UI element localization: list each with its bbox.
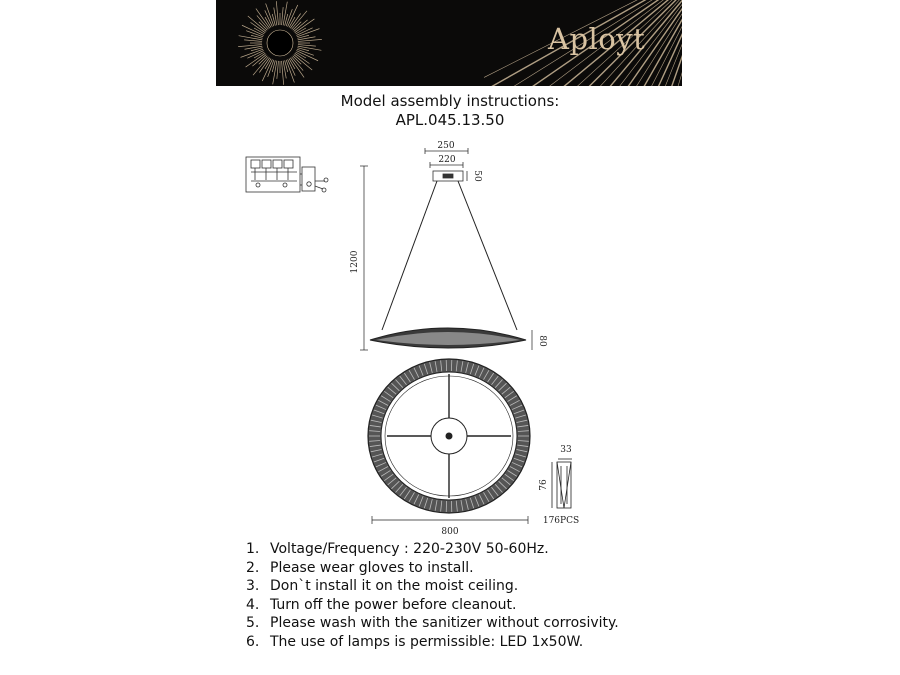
instruction-text: Don`t install it on the moist ceiling.: [270, 578, 519, 595]
instruction-text: Turn off the power before cleanout.: [270, 596, 517, 613]
top-view: [368, 359, 530, 537]
instruction-number: 5.: [246, 615, 260, 632]
dim-canopy-height: 50: [472, 170, 482, 182]
crystal-detail: [539, 445, 579, 526]
dim-ring-height: 80: [537, 335, 547, 347]
doc-title: Model assembly instructions:: [340, 92, 560, 110]
dim-diameter: 800: [441, 527, 459, 537]
instruction-number: 4.: [246, 596, 260, 613]
dim-canopy-inner: 220: [438, 155, 456, 165]
crystal-count: 176PCS: [542, 516, 580, 526]
canopy: [425, 141, 482, 182]
instruction-item: [246, 614, 619, 633]
instruction-text: Please wash with the sanitizer without corrosivity.: [270, 615, 619, 632]
instruction-item: [246, 577, 619, 596]
instruction-text: The use of lamps is permissible: LED 1x50W.: [270, 633, 584, 650]
side-view: [350, 166, 547, 350]
dim-crystal-width: 33: [560, 445, 572, 455]
instruction-item: [246, 559, 619, 578]
dim-crystal-height: 76: [539, 479, 549, 491]
instruction-number: 2.: [246, 559, 260, 576]
instruction-text: Please wear gloves to install.: [270, 559, 474, 576]
wiring-diagram: [246, 157, 328, 192]
instructions-list: [246, 540, 619, 652]
instruction-item: [246, 633, 619, 652]
dim-canopy-outer: 250: [437, 141, 455, 151]
dim-suspension-length: 1200: [350, 250, 360, 274]
instruction-item: [246, 596, 619, 615]
model-number: APL.045.13.50: [395, 111, 505, 129]
instruction-number: 6.: [246, 633, 260, 650]
instruction-item: [246, 540, 619, 559]
brand-name: Aployt: [548, 22, 646, 56]
instruction-text: Voltage/Frequency : 220-230V 50-60Hz.: [270, 541, 549, 557]
instruction-number: 1.: [246, 541, 260, 557]
instruction-number: 3.: [246, 578, 260, 595]
